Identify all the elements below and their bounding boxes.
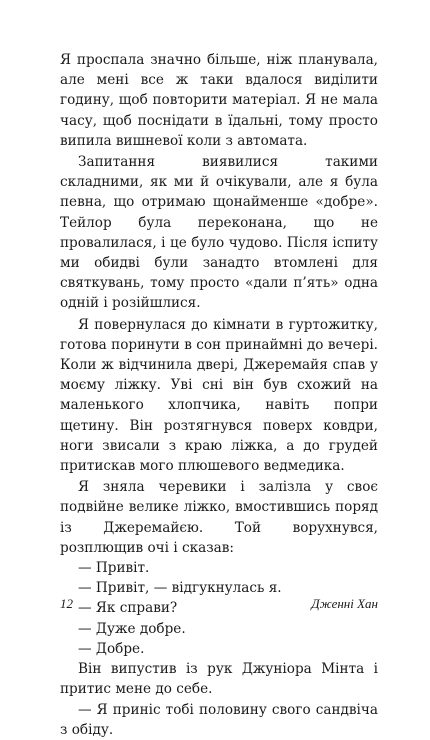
dialogue-line-3: — Як справи? [78, 600, 178, 617]
dialogue-line-4: — Дуже добре. [78, 620, 186, 637]
paragraph-2: Запитання виявилися такими складними, як ми й очікували, але я була певна, що отримаю щонайменше «добре». Тейлор була переконана, що не провалилася, і це було чудово. Після іспиту ми обидві були занадто втомлені для святкувань, тому просто «дали п’ять» одна одній і розійшлися. [60, 154, 378, 312]
dialogue-line-6: — Я приніс тобі половину свого сандвіча з обіду. [60, 701, 378, 738]
page-number: 12 [60, 596, 73, 611]
page-footer [60, 596, 378, 616]
paragraph-4: Я зняла черевики і залізла у своє подвійне велике ліжко, вмостившись поряд із Джеремайєю. Той ворухнувся, розплющив очі і сказав: [60, 479, 378, 556]
dialogue-line-2: — Привіт, — відгукнулась я. [78, 580, 282, 597]
dialogue-line-1: — Привіт. [78, 560, 150, 577]
page-body [60, 50, 378, 738]
paragraph-3: Я повернулася до кімнати в гуртожитку, готова поринути в сон принаймні до вечері. Коли ж відчинила двері, Джеремайя спав у моєму ліжку. Уві сні він був схожий на маленького хлопчика, навіть попри щетину. Він розтягнувся поверх ковдри, ноги звисали з краю ліжка, а до грудей притискав мого плюшевого ведмедика. [60, 316, 378, 475]
paragraph-5: Він випустив із рук Джуніора Мінта і притис мене до себе. [60, 661, 378, 698]
paragraph-1: Я проспала значно більше, ніж планувала, але мені все ж таки вдалося виділити годину, щоб повторити матеріал. Я не мала часу, щоб поснідати в їдальні, тому просто випила вишневої коли з автомата. [60, 52, 378, 149]
running-author: Дженні Хан [311, 596, 378, 611]
dialogue-line-5: — Добре. [78, 640, 145, 657]
